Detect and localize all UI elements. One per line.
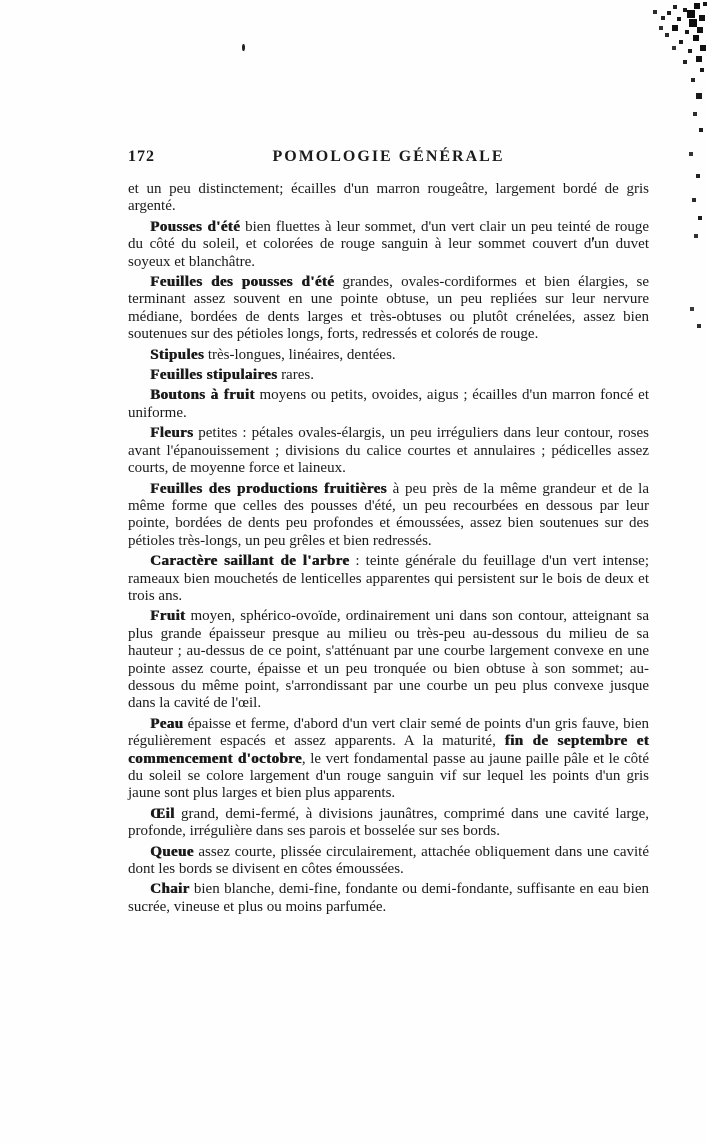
text-run: grand, demi-fermé, à divisions jaunâtres, comprimé dans une cavité large, profonde, irrégulière dans ses parois et bosselée sur ses bords.: [128, 805, 649, 840]
text-run: moyen, sphérico-ovoïde, ordinairement uni dans son contour, atteignant sa plus grande épaisseur presque au milieu ou très-peu au-dessous du milieu de sa hauteur ; au-dessus de ce point, s'atténuant par une courbe largement convexe en une pointe assez courte, épaisse et un peu tronquée ou bien obtuse à son sommet; au-dessous du même point, s'arrondissant par une courbe un peu plus convexe jusque dans la cavité de l'œil.: [128, 608, 649, 712]
text-run: à peu près de la même grandeur et de la même forme que celles des pousses d'été, un peu recourbées en dessous par leur pointe, bordées de dents peu profondes et émoussées, assez bien soutenues sur des pétioles très-longs, un peu grêles et bien redressés.: [128, 480, 649, 549]
term-bold: Stipules: [150, 346, 205, 363]
paragraph: [128, 716, 649, 803]
page-header: [128, 148, 649, 168]
text-run: : teinte générale du feuillage d'un vert intense; rameaux bien mouchetés de lenticelles apparentes qui persistent sur le bois de deux et trois ans.: [128, 553, 649, 604]
text-run: épaisse et ferme, d'abord d'un vert clair semé de points d'un gris fauve, bien régulièrement espacés et assez apparents. A la maturité,: [128, 715, 649, 750]
paragraph: [128, 219, 649, 271]
scan-artifact-top-right: [703, 2, 707, 6]
term-bold: Chair: [150, 881, 190, 898]
term-bold: Œil: [150, 805, 175, 822]
paragraph: [128, 844, 649, 879]
term-bold: Peau: [150, 715, 184, 732]
term-bold: Caractère saillant de l'arbre: [150, 553, 350, 570]
text-run: moyens ou petits, ovoides, aigus ; écailles d'un marron foncé et uniforme.: [128, 387, 649, 421]
term-bold: fin de septembre et commencement d'octobre: [128, 733, 649, 767]
paragraph: [128, 274, 649, 344]
paragraph: [128, 387, 649, 422]
running-title: POMOLOGIE GÉNÉRALE: [272, 148, 505, 165]
term-bold: Pousses d'été: [150, 218, 241, 235]
paragraph: [128, 806, 649, 841]
paragraph: [128, 347, 649, 364]
paragraph: [128, 367, 649, 384]
page-body: [128, 181, 649, 919]
term-bold: Feuilles des productions fruitières: [150, 480, 387, 497]
paragraph: [128, 553, 649, 605]
text-run: , le vert fondamental passe au jaune paille pâle et le côté du soleil se colore largement d'un rouge sanguin vif sur lequel les points d'un gris jaune sont plus larges et bien plus apparents.: [128, 750, 649, 802]
page-number: 172: [128, 148, 155, 165]
term-bold: Feuilles stipulaires: [150, 367, 278, 384]
term-bold: Fleurs: [150, 425, 194, 442]
paragraph: [128, 881, 649, 916]
text-run: assez courte, plissée circulairement, attachée obliquement dans une cavité dont les bords se divisent en côtes émoussées.: [128, 843, 649, 878]
text-run: petites : pétales ovales-élargis, un peu irréguliers dans leur contour, roses avant l'épanouissement ; divisions du calice courtes et annulaires ; pédicelles assez courts, de moyenne force et laineux.: [128, 425, 649, 477]
text-run: grandes, ovales-cordiformes et bien élargies, se terminant assez souvent en une pointe obtuse, un peu repliées sur leur nervure médiane, bordées de dents larges et très-obtuses ou plutôt crénelées, assez bien soutenues sur des pétioles longs, forts, redressés et colorés de rouge.: [128, 274, 649, 343]
text-run: rares.: [277, 367, 314, 384]
ink-speck: [242, 44, 245, 51]
term-bold: Fruit: [150, 608, 186, 625]
paragraph: [128, 481, 649, 551]
paragraph: [128, 608, 649, 712]
text-run: bien blanche, demi-fine, fondante ou demi-fondante, suffisante en eau bien sucrée, vineuse et plus ou moins parfumée.: [128, 881, 649, 915]
paragraph: [128, 425, 649, 477]
text-run: et un peu distinctement; écailles d'un marron rougeâtre, largement bordé de gris argenté.: [128, 181, 649, 215]
term-bold: Queue: [150, 843, 194, 860]
paragraph: [128, 181, 649, 216]
text-run: bien fluettes à leur sommet, d'un vert clair un peu teinté de rouge du côté du soleil, et colorées de rouge sanguin à leur sommet couvert d'un duvet soyeux et blanchâtre.: [128, 218, 649, 270]
term-bold: Feuilles des pousses d'été: [150, 274, 335, 291]
text-run: très-longues, linéaires, dentées.: [204, 346, 396, 363]
term-bold: Boutons à fruit: [150, 387, 255, 404]
